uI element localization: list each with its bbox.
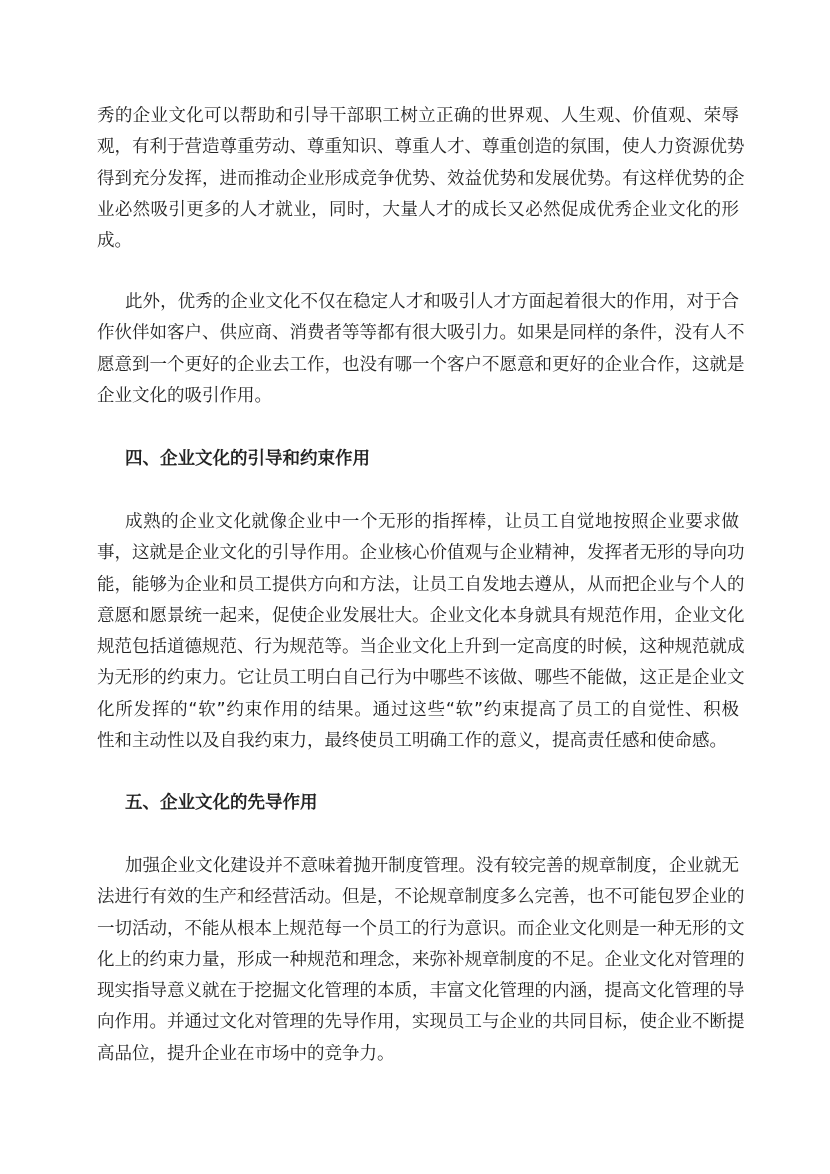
text-line: 一切活动，不能从根本上规范每一个员工的行为意识。而企业文化则是一种无形的文 [97,918,745,939]
text-line: 成熟的企业文化就像企业中一个无形的指挥棒，让员工自觉地按照企业要求做 [125,512,739,532]
text-line: 高品位，提升企业在市场中的竞争力。 [97,1043,395,1064]
paragraph-attraction [97,287,745,412]
paragraph-guidance [97,507,745,757]
paragraph-leading [97,851,745,1070]
text-line: 企业文化的吸引作用。 [97,385,272,406]
text-line: 观，有利于营造尊重劳动、尊重知识、尊重人才、尊重创造的氛围，使人力资源优势 [97,137,745,158]
text-line: 化所发挥的“软”约束作用的结果。通过这些“软”约束提高了员工的自觉性、积极 [97,699,739,720]
text-line: 向作用。并通过文化对管理的先导作用，实现员工与企业的共同目标，使企业不断提 [97,1012,745,1033]
section-heading-5: 五、企业文化的先导作用 [125,793,318,813]
text-line: 得到充分发挥，进而推动企业形成竞争优势、效益优势和发展优势。有这样优势的企 [97,168,745,189]
section-heading-4: 四、企业文化的引导和约束作用 [125,449,370,469]
text-line: 事，这就是企业文化的引导作用。企业核心价值观与企业精神，发挥者无形的导向功 [97,543,745,564]
text-line: 秀的企业文化可以帮助和引导干部职工树立正确的世界观、人生观、价值观、荣辱 [97,106,739,126]
text-line: 此外，优秀的企业文化不仅在稳定人才和吸引人才方面起着很大的作用，对于合 [125,292,739,312]
text-line: 法进行有效的生产和经营活动。但是，不论规章制度多么完善，也不可能包罗企业的 [97,887,745,908]
paragraph-talent [97,101,745,257]
text-line: 愿意到一个更好的企业去工作，也没有哪一个客户不愿意和更好的企业合作，这就是 [97,354,745,375]
text-line: 业必然吸引更多的人才就业，同时，大量人才的成长又必然促成优秀企业文化的形 [97,199,739,220]
text-line: 能，能够为企业和员工提供方向和方法，让员工自发地去遵从，从而把企业与个人的 [97,574,745,595]
text-line: 现实指导意义就在于挖掘文化管理的本质，丰富文化管理的内涵，提高文化管理的导 [97,981,745,1002]
text-line: 性和主动性以及自我约束力，最终使员工明确工作的意义，提高责任感和使命感。 [97,731,727,752]
text-line: 化上的约束力量，形成一种规范和理念，来弥补规章制度的不足。企业文化对管理的 [97,949,745,970]
text-line: 加强企业文化建设并不意味着抛开制度管理。没有较完善的规章制度，企业就无 [125,856,739,876]
text-line: 规范包括道德规范、行为规范等。当企业文化上升到一定高度的时候，这种规范就成 [97,637,745,658]
text-line: 为无形的约束力。它让员工明白自己行为中哪些不该做、哪些不能做，这正是企业文 [97,668,745,689]
text-line: 意愿和愿景统一起来，促使企业发展壮大。企业文化本身就具有规范作用，企业文化 [97,605,745,626]
text-line: 成。 [97,231,132,252]
text-line: 作伙伴如客户、供应商、消费者等等都有很大吸引力。如果是同样的条件，没有人不 [97,323,745,344]
